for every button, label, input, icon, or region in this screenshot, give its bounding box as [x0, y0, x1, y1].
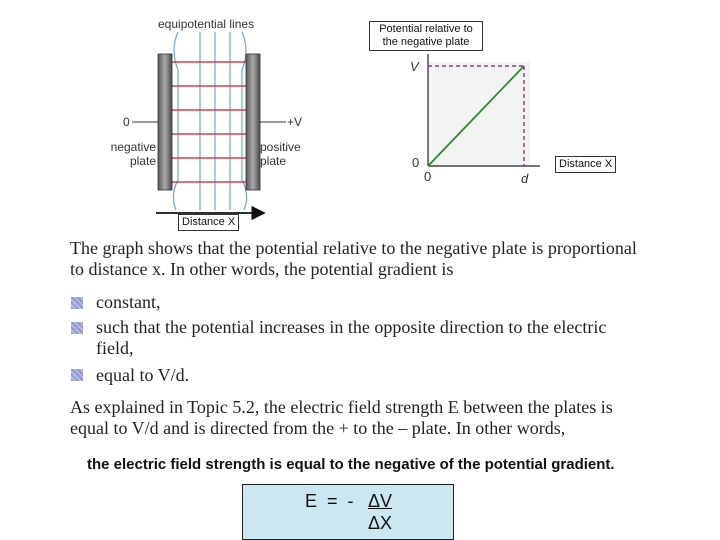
- explained-paragraph: As explained in Topic 5.2, the electric field strength E between the plates is equal to V/d and is directed from the + to the – plate. In other words,: [70, 397, 613, 438]
- formula-denominator: ΔX: [368, 513, 393, 533]
- negative-plate: [158, 54, 172, 190]
- potential-graph: [400, 48, 550, 198]
- d-tick-label: d: [521, 171, 529, 186]
- zero-label: 0: [123, 115, 130, 129]
- bullet-marker: [71, 297, 83, 309]
- bullet-opposite-direction: such that the potential increases in the opposite direction to the electric field,: [96, 317, 607, 358]
- conclusion-text: the electric field strength is equal to the negative of the potential gradient.: [87, 456, 615, 473]
- plates-diagram: [100, 10, 330, 220]
- negative-plate-label: negative plate: [110, 140, 156, 168]
- bullet-marker: [71, 369, 83, 381]
- positive-plate-label: positive plate: [260, 140, 301, 168]
- formula-box: [242, 484, 454, 540]
- formula-numerator: ΔV: [368, 491, 393, 511]
- equipotential-label: equipotential lines: [158, 17, 255, 31]
- bullet-equal-v-d: equal to V/d.: [96, 365, 190, 385]
- distance-x-box-left: Distance X: [178, 214, 239, 231]
- x-zero-label: 0: [424, 169, 432, 184]
- plus-v-label: +V: [287, 115, 303, 129]
- formula-lhs: E = -: [305, 491, 354, 511]
- bullet-constant: constant,: [96, 292, 161, 312]
- v-tick-label: V: [410, 59, 419, 74]
- positive-plate: [246, 54, 260, 190]
- potential-axis-box: Potential relative to the negative plate: [369, 21, 483, 51]
- equipotential-line: [173, 32, 178, 210]
- intro-paragraph: The graph shows that the potential relative to the negative plate is proportional to distance x. In other words, the potential gradient is: [70, 238, 637, 279]
- bullet-marker: [71, 322, 83, 334]
- distance-x-box-right: Distance X: [555, 156, 616, 173]
- y-zero-label: 0: [412, 155, 420, 170]
